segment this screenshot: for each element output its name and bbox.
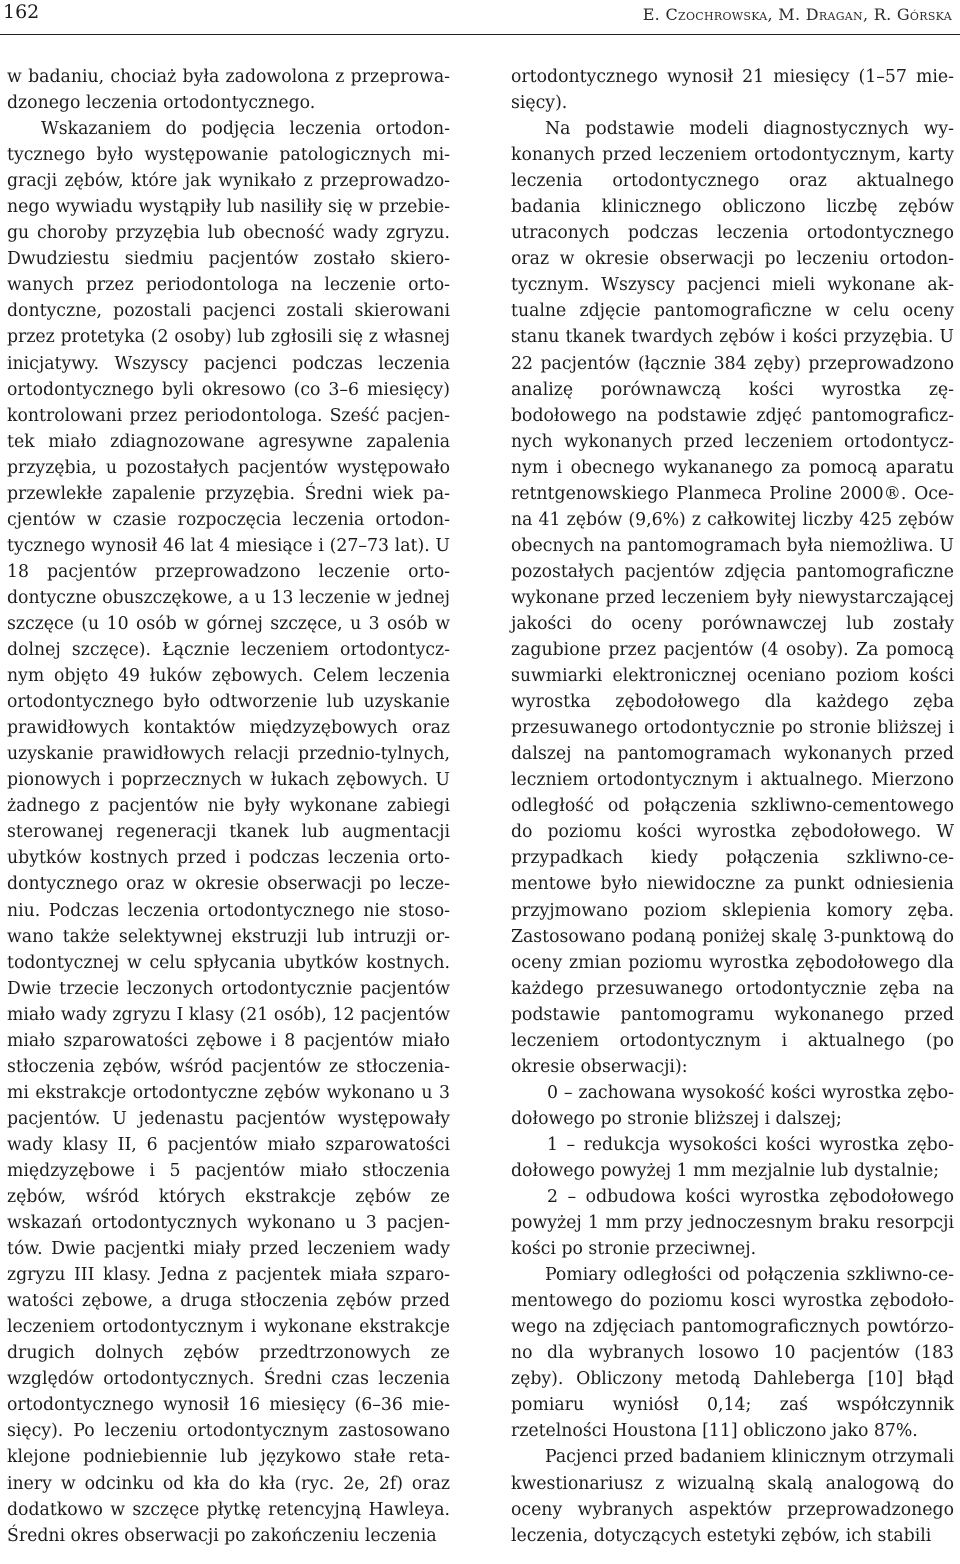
paragraph: ortodontycznego wynosił 21 miesięcy (1–57 miesięcy). <box>511 67 954 114</box>
scale-item-0: 0 – zachowana wysokość kości wyrostka zębodołowego po stronie bliższej i dalszej; <box>511 1082 954 1129</box>
page-number: 162 <box>3 1 40 23</box>
right-column <box>511 64 954 1549</box>
scale-item-2: 2 – odbudowa kości wyrostka zębodołowego powyżej 1 mm przy jednoczesnym braku resorpcji kości po stronie przeciwnej. <box>511 1187 954 1260</box>
page-header <box>0 0 960 40</box>
paragraph: w badaniu, chociaż była zadowolona z przeprowadzonego leczenia ortodontycznego. <box>7 67 450 114</box>
left-column <box>7 64 450 1549</box>
running-head-authors: E. Czochrowska, M. Dragan, R. Górska <box>642 5 952 24</box>
paragraph: Pomiary odległości od połączenia szkliwno-cementowego do poziomu kosci wyrostka zębodołowego na zdjęciach pantomograficznych powtórzono dla wybranych losowo 10 pacjentów (183 zęby). Obliczony metodą Dahleberga [10] błąd pomiaru wyniósł 0,14; zaś współczynnik rzetelności Houstona [11] obliczono jako 87%. <box>511 1265 954 1442</box>
scale-item-1: 1 – redukcja wysokości kości wyrostka zębodołowego powyżej 1 mm mezjalnie lub dystalnie; <box>511 1134 954 1181</box>
paragraph: Pacjenci przed badaniem klinicznym otrzymali kwestionariusz z wizualną skalą analogową do oceny wybranych aspektów przeprowadzonego leczenia, dotyczących estetyki zębów, ich stabili <box>511 1447 954 1546</box>
paragraph: Na podstawie modeli diagnostycznych wykonanych przed leczeniem ortodontycznym, karty leczenia ortodontycznego oraz aktualnego badania klinicznego obliczono liczbę zębów utraconych podczas leczenia ortodontycznego oraz w okresie obserwacji po leczeniu ortodontycznym. Wszyscy pacjenci mieli wykonane aktualne zdjęcie pantomograficzne w celu oceny stanu tkanek twardych zębów i kości przyzębia. U 22 pacjentów (łącznie 384 zęby) przeprowadzono analizę porównawczą kości wyrostka zębodołowego na podstawie zdjęć pantomograficznych wykonanych przed leczeniem ortodontycznym i obecnego wykananego za pomocą aparatu retntgenowskiego Planmeca Proline 2000®. Ocena 41 zębów (9,6%) z całkowitej liczby 425 zębów obecnych na pantomogramach była niemożliwa. U pozostałych pacjentów zdjęcia pantomograficzne wykonane przed leczeniem były niewystarczającej jakości do oceny porównawczej lub zostały zagubione przez pacjentów (4 osoby). Za pomocą suwmiarki elektronicznej oceniano poziom kości wyrostka zębodołowego dla każdego zęba przesuwanego ortodontycznie po stronie bliższej i dalszej na pantomogramach wykonanych przed leczniem ortodontycznym i aktualnego. Mierzono odległość od połączenia szkliwno-cementowego do poziomu kości wyrostka zębodołowego. W przypadkach kiedy połączenia szkliwno-cementowe było niewidoczne za punkt odniesienia przyjmowano poziom sklepienia komory zęba. Zastosowano podaną poniżej skalę 3-punktową do oceny zmian poziomu wyrostka zębodołowego dla każdego przesuwanego ortodontycznie zęba na podstawie pantomogramu wykonanego przed leczeniem ortodontycznym i aktualnego (po okresie obserwacji): <box>511 119 954 1077</box>
paragraph: Wskazaniem do podjęcia leczenia ortodontycznego było występowanie patologicznych migracji zębów, które jak wynikało z przeprowadzonego wywiadu wystąpiły lub nasiliły się w przebiegu choroby przyzębia lub obecność wady zgryzu. Dwudziestu siedmiu pacjentów zostało skierowanych przez periodontologa na leczenie ortodontyczne, pozostali pacjenci zostali skierowani przez protetyka (2 osoby) lub zgłosili się z własnej inicjatywy. Wszyscy pacjenci podczas leczenia ortodontycznego byli okresowo (co 3–6 miesięcy) kontrolowani przez periodontologa. Sześć pacjentek miało zdiagnozowane agresywne zapalenia przyzębia, u pozostałych pacjentów występowało przewlekłe zapalenie przyzębia. Średni wiek pacjentów w czasie rozpoczęcia leczenia ortodontycznego wynosił 46 lat 4 miesiące i (27–73 lat). U 18 pacjentów przeprowadzono leczenie ortodontyczne obuszczękowe, a u 13 leczenie w jednej szczęce (u 10 osób w górnej szczęce, u 3 osób w dolnej szczęce). Łącznie leczeniem ortodontycznym objęto 49 łuków zębowych. Celem leczenia ortodontycznego było odtworzenie lub uzyskanie prawidłowych kontaktów międzyzębowych oraz uzyskanie prawidłowych relacji przednio-tylnych, pionowych i poprzecznych w łukach zębowych. U żadnego z pacjentów nie były wykonane zabiegi sterowanej regeneracji tkanek lub augmentacji ubytków kostnych przed i podczas leczenia ortodontycznego oraz w okresie obserwacji po leczeniu. Podczas leczenia ortodontycznego nie stosowano także selektywnej ekstruzji lub intruzji ortodontycznej w celu spłycania ubytków kostnych. Dwie trzecie leczonych ortodontycznie pacjentów miało wady zgryzu I klasy (21 osób), 12 pacjentów miało szparowatości zębowe i 8 pacjentów miało stłoczenia zębów, wśród pacjentów ze stłoczeniami ekstrakcje ortodontyczne zębów wykonano u 3 pacjentów. U jedenastu pacjentów występowały wady klasy II, 6 pacjentów miało szparowatości międzyzębowe i 5 pacjentów miało stłoczenia zębów, wśród których ekstrakcje zębów ze wskazań ortodontycznych wykonano u 3 pacjentów. Dwie pacjentki miały przed leczeniem wady zgryzu III klasy. Jedna z pacjentek miała szparowatości zębowe, a druga stłoczenia zębów przed leczeniem ortodontycznym i wykonane ekstrakcje drugich dolnych zębów przedtrzonowych ze względów ortodontycznych. Średni czas leczenia ortodontycznego wynosił 16 miesięcy (6–36 miesięcy). Po leczeniu ortodontycznym zastosowano klejone podniebiennie lub językowo stałe retainery w odcinku od kła do kła (ryc. 2e, 2f) oraz dodatkowo w szczęce płytkę retencyjną Hawleya. Średni okres obserwacji po zakończeniu leczenia <box>7 119 450 1546</box>
header-rule <box>0 34 960 35</box>
